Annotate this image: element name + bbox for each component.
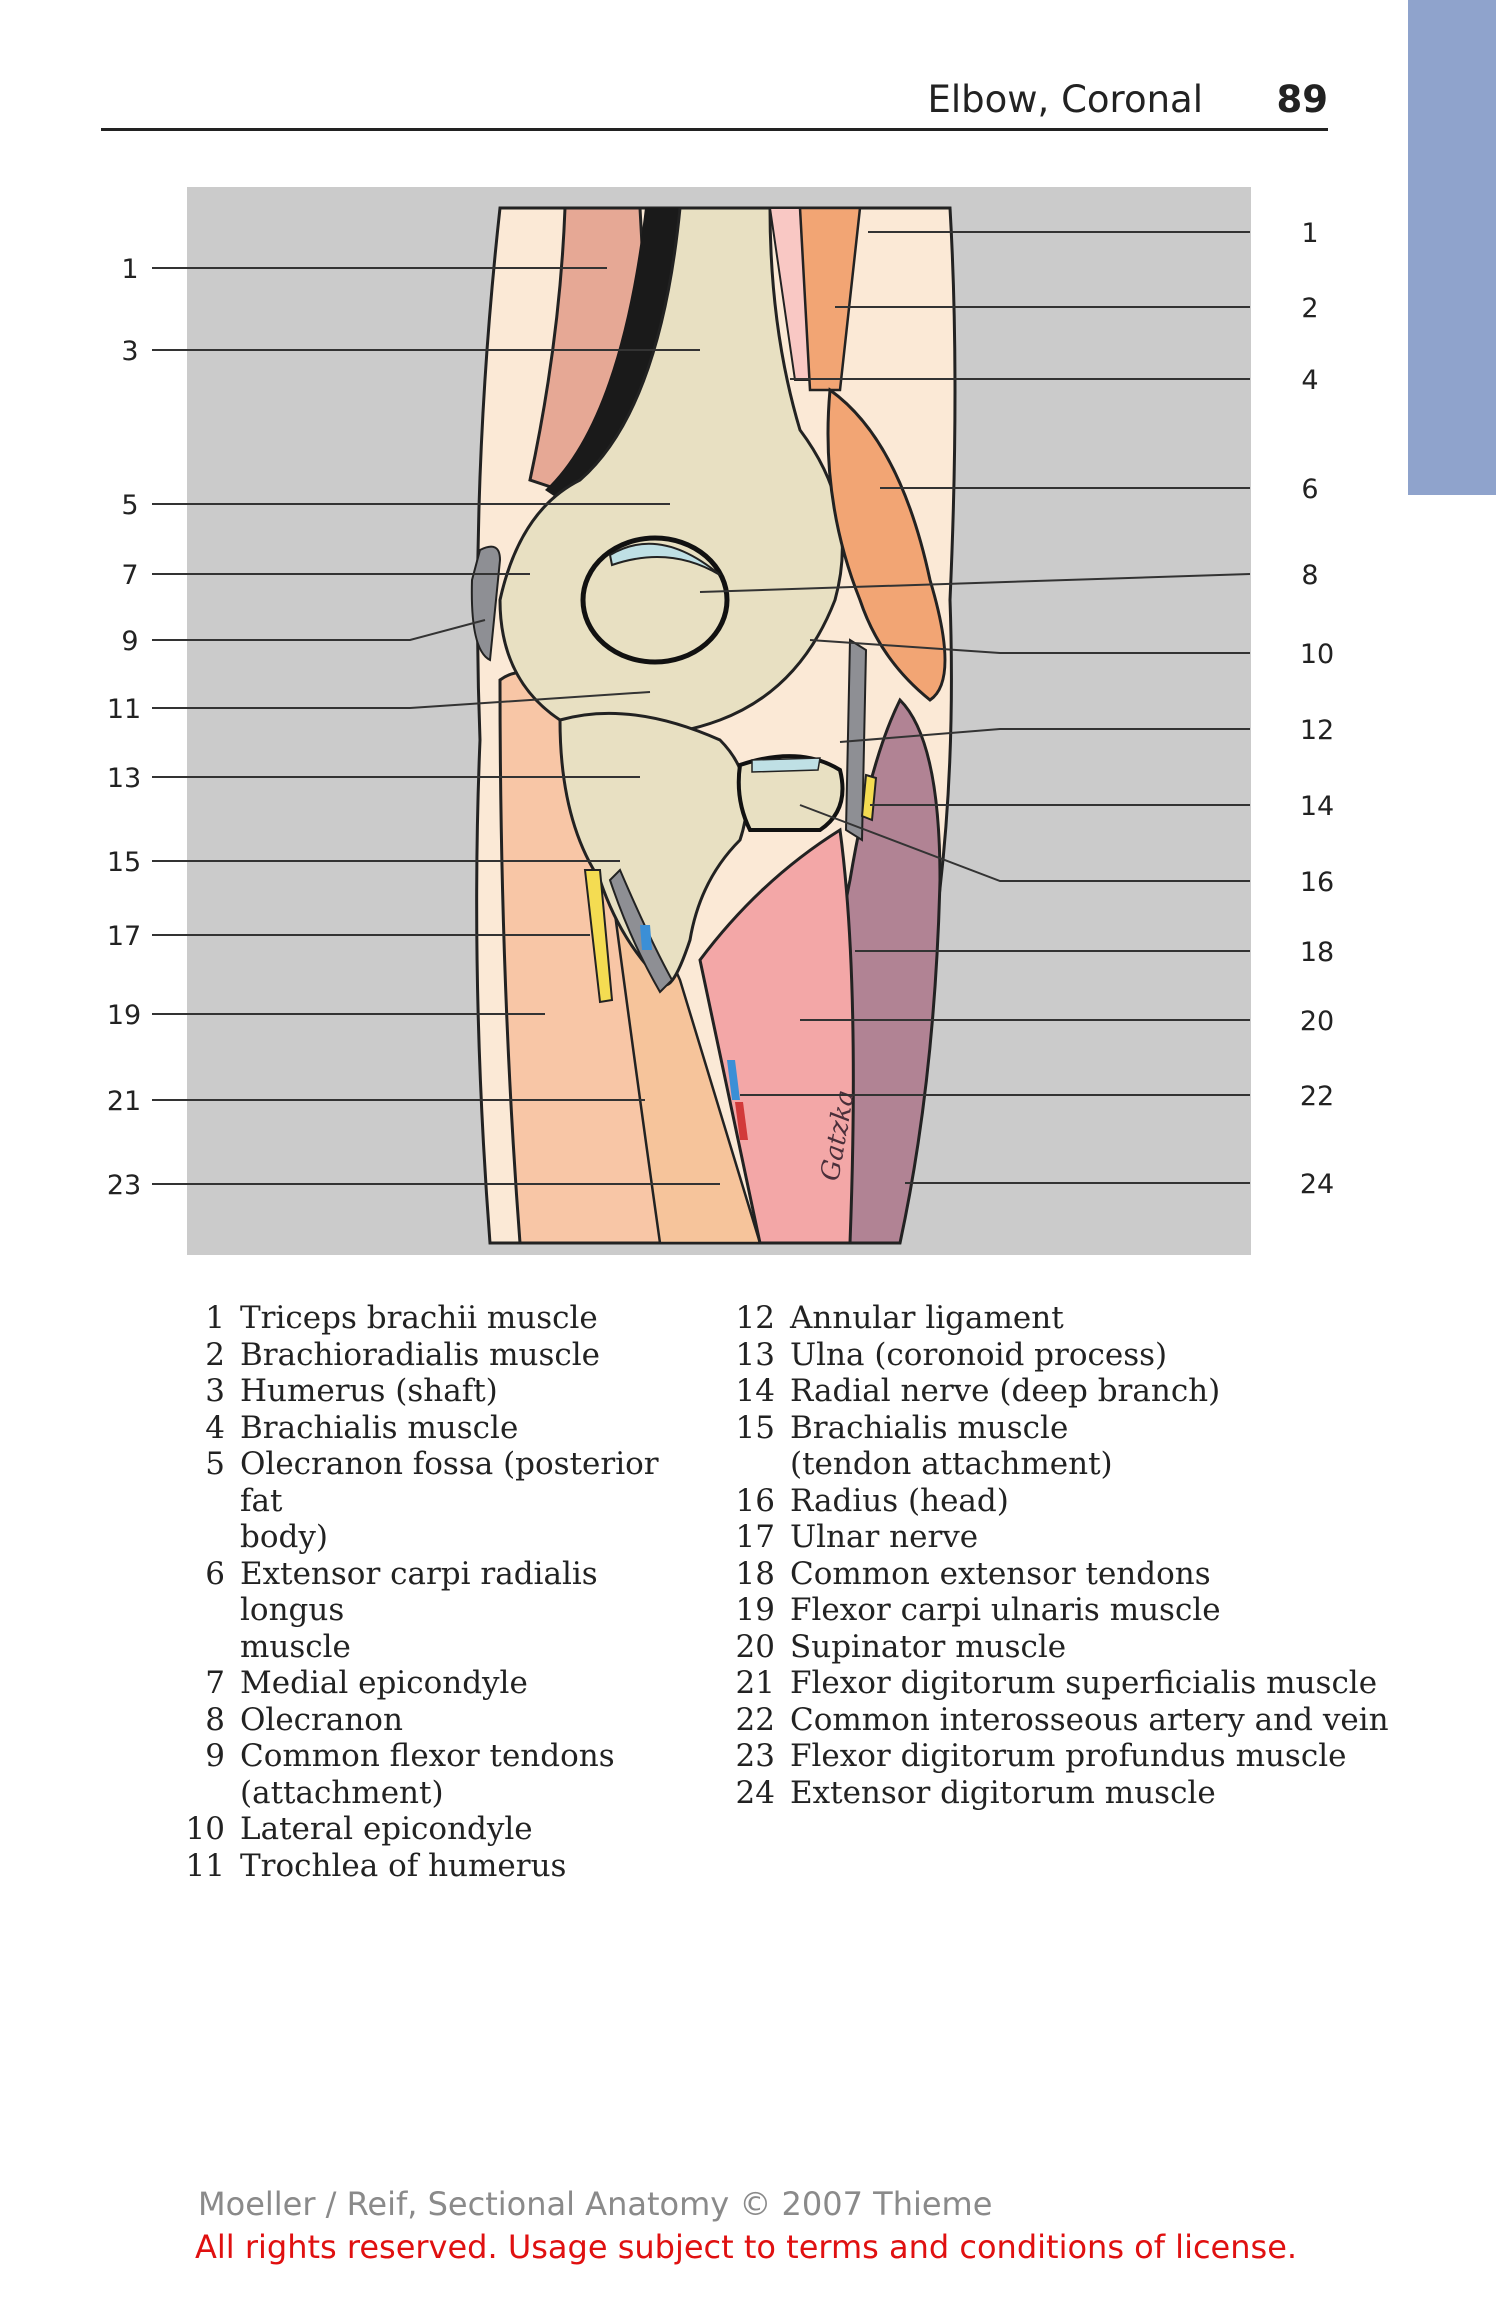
label-8: 8 [1301,560,1319,591]
label-23: 23 [106,1170,142,1201]
copyright-notice: Moeller / Reif, Sectional Anatomy © 2007 Thieme [198,2185,993,2223]
label-24: 24 [1299,1169,1335,1200]
label-20: 20 [1299,1006,1335,1037]
legend-entry: 13 Ulna (coronoid process) [735,1336,1168,1373]
label-7: 7 [121,560,139,591]
legend-entry: 24 Extensor digitorum muscle [735,1774,1216,1811]
right-labels [1300,218,1334,1200]
label-4: 4 [1301,365,1319,396]
artist-signature: Gatzka [815,1087,861,1184]
license-notice: All rights reserved. Usage subject to terms and conditions of license. [195,2228,1298,2266]
label-9: 9 [121,626,139,657]
legend-entry: 20 Supinator muscle [735,1628,1067,1665]
legend-entry: 4 Brachialis muscle [205,1409,519,1446]
label-11: 11 [106,694,142,725]
legend-entry: 11 Trochlea of humerus [185,1847,567,1884]
radius-cartilage [752,758,820,772]
label-17: 17 [106,921,142,952]
legend-left-column [183,1300,703,1884]
label-1-right: 1 [1301,218,1319,249]
legend-entry: 14 Radial nerve (deep branch) [735,1373,1221,1409]
elbow-coronal-illustration [0,180,1496,1260]
label-21: 21 [106,1086,142,1117]
anatomy-figure [0,180,1496,1260]
legend-entry: 19 Flexor carpi ulnaris muscle [735,1592,1221,1628]
legend-entry: 12 Annular ligament [735,1300,1064,1336]
legend-entry: 9 Common flexor tendons (attachment) [205,1738,615,1811]
legend-entry: 8 Olecranon [205,1701,403,1738]
label-3: 3 [121,336,139,367]
label-15: 15 [106,847,142,878]
legend-entry: 6 Extensor carpi radialis longus muscle [205,1555,598,1665]
label-12: 12 [1299,715,1335,746]
legend-entry: 18 Common extensor tendons [735,1555,1211,1592]
label-19: 19 [106,1000,142,1031]
label-6: 6 [1301,474,1319,505]
legend-entry: 5 Olecranon fossa (posterior fat body) [205,1446,659,1555]
label-16: 16 [1299,867,1335,898]
label-5: 5 [121,490,139,521]
legend-entry: 16 Radius (head) [735,1482,1009,1519]
legend-entry: 1 Triceps brachii muscle [205,1300,598,1336]
label-2: 2 [1301,293,1319,324]
header-rule [101,128,1328,131]
page-number: 89 [1276,78,1328,121]
legend-right-column [733,1300,1393,1811]
legend-entry: 10 Lateral epicondyle [185,1811,533,1847]
legend-entry: 7 Medial epicondyle [205,1665,528,1701]
legend-entry: 17 Ulnar nerve [735,1519,979,1555]
legend-entry: 2 Brachioradialis muscle [205,1336,601,1373]
label-1-left: 1 [121,254,139,285]
legend-entry: 3 Humerus (shaft) [205,1373,498,1409]
label-14: 14 [1299,791,1335,822]
legend-entry: 23 Flexor digitorum profundus muscle [735,1738,1347,1774]
legend-entry: 15 Brachialis muscle (tendon attachment) [735,1409,1113,1482]
label-13: 13 [106,763,142,794]
left-labels [107,254,141,1201]
label-22: 22 [1299,1081,1335,1112]
label-10: 10 [1299,639,1335,670]
legend-entry: 21 Flexor digitorum superficialis muscle [735,1665,1378,1701]
label-18: 18 [1299,937,1335,968]
legend-entry: 22 Common interosseous artery and vein [735,1701,1389,1738]
ulnar-vessel [640,925,652,950]
page-title: Elbow, Coronal [927,78,1203,121]
